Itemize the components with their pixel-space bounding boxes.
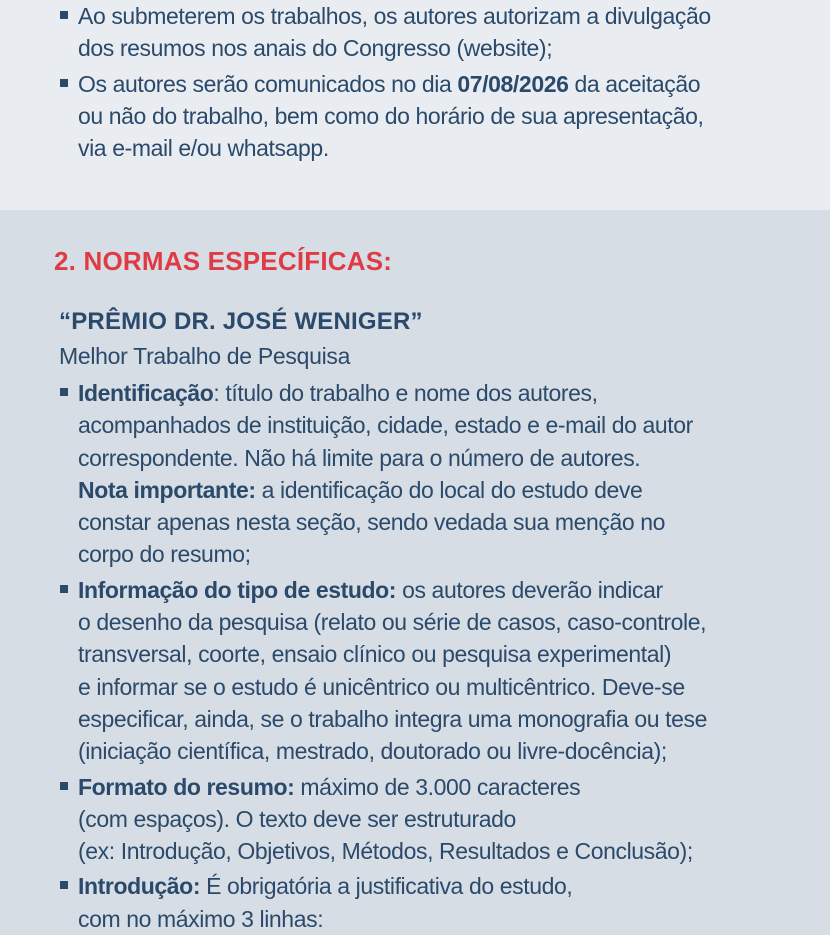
bullet-icon	[60, 881, 68, 889]
rule-item	[60, 870, 790, 935]
rule-line	[78, 903, 790, 935]
rule-text: transversal, coorte, ensaio clínico ou pesquisa experimental)	[78, 641, 672, 668]
rule-text: especificar, ainda, se o trabalho integra uma monografia ou tese	[78, 705, 708, 732]
rule-line	[78, 870, 790, 902]
bullet-icon	[60, 585, 68, 593]
rule-text: : título do trabalho e nome dos autores,	[213, 380, 598, 406]
section-title: 2. NORMAS ESPECÍFICAS:	[54, 246, 393, 276]
rule-text: ou não do trabalho, bem como do horário de sua apresentação,	[78, 102, 704, 129]
rule-item	[60, 574, 790, 768]
rule-item	[60, 377, 790, 571]
general-rules-list	[60, 0, 790, 164]
rule-line	[78, 68, 790, 100]
rule-line	[78, 638, 790, 670]
rule-text: constar apenas nesta seção, sendo vedada sua menção no	[78, 509, 666, 536]
rule-line	[78, 442, 790, 474]
rule-text: (iniciação científica, mestrado, doutorado ou livre-docência);	[78, 738, 667, 765]
rule-line	[78, 771, 790, 803]
rule-line	[78, 32, 790, 64]
rule-line	[78, 835, 790, 867]
rule-text: a identificação do local do estudo deve	[255, 476, 643, 503]
rule-line	[78, 100, 790, 132]
rule-line	[78, 506, 790, 538]
rule-item	[60, 0, 790, 65]
rule-line	[78, 671, 790, 703]
rule-text: com no máximo 3 linhas:	[78, 905, 324, 932]
bullet-icon	[60, 11, 68, 19]
rule-text: máximo de 3.000 caracteres	[294, 773, 581, 800]
rule-text: o desenho da pesquisa (relato ou série de casos, caso-controle,	[78, 609, 707, 636]
rule-emphasis: Formato do resumo:	[78, 773, 295, 800]
general-rules-section	[0, 0, 830, 210]
rule-line	[78, 377, 790, 409]
rule-line	[78, 703, 790, 735]
rule-text: e informar se o estudo é unicêntrico ou multicêntrico. Deve-se	[78, 673, 685, 700]
rule-text: correspondente. Não há limite para o número de autores.	[78, 444, 641, 471]
rule-item	[60, 771, 790, 868]
specific-rules-list	[60, 377, 790, 935]
rule-text: dos resumos nos anais do Congresso (website);	[78, 35, 553, 62]
rule-line	[78, 474, 790, 506]
rule-item	[60, 68, 790, 165]
rule-text: acompanhados de instituição, cidade, estado e e-mail do autor	[78, 412, 693, 439]
rule-emphasis: Nota importante:	[78, 476, 256, 503]
rule-emphasis: Informação do tipo de estudo:	[78, 576, 397, 603]
bullet-icon	[60, 388, 68, 396]
rule-line	[78, 803, 790, 835]
rule-line	[78, 606, 790, 638]
rule-text: Os autores serão comunicados no dia	[78, 70, 458, 97]
bullet-icon	[60, 782, 68, 790]
rule-line	[78, 574, 790, 606]
rule-text: os autores deverão indicar	[396, 576, 663, 603]
rule-line	[78, 132, 790, 164]
award-subtitle: Melhor Trabalho de Pesquisa	[59, 343, 351, 369]
bullet-icon	[60, 79, 68, 87]
rule-text: da aceitação	[568, 70, 701, 97]
rule-emphasis: Introdução:	[78, 873, 201, 900]
rule-line	[78, 538, 790, 570]
rule-text: via e-mail e/ou whatsapp.	[78, 135, 329, 162]
rule-text: (com espaços). O texto deve ser estruturado	[78, 805, 516, 832]
rule-line	[78, 409, 790, 441]
rule-text: (ex: Introdução, Objetivos, Métodos, Resultados e Conclusão);	[78, 838, 693, 865]
rule-line	[78, 0, 790, 32]
rule-emphasis: 07/08/2026	[457, 70, 569, 97]
rule-emphasis: Identificação	[78, 380, 214, 406]
rule-text: Ao submeterem os trabalhos, os autores autorizam a divulgação	[78, 3, 711, 29]
rule-text: corpo do resumo;	[78, 541, 251, 568]
award-title: “PRÊMIO DR. JOSÉ WENIGER”	[59, 308, 423, 335]
rule-text: É obrigatória a justificativa do estudo,	[200, 873, 573, 900]
rule-line	[78, 735, 790, 767]
